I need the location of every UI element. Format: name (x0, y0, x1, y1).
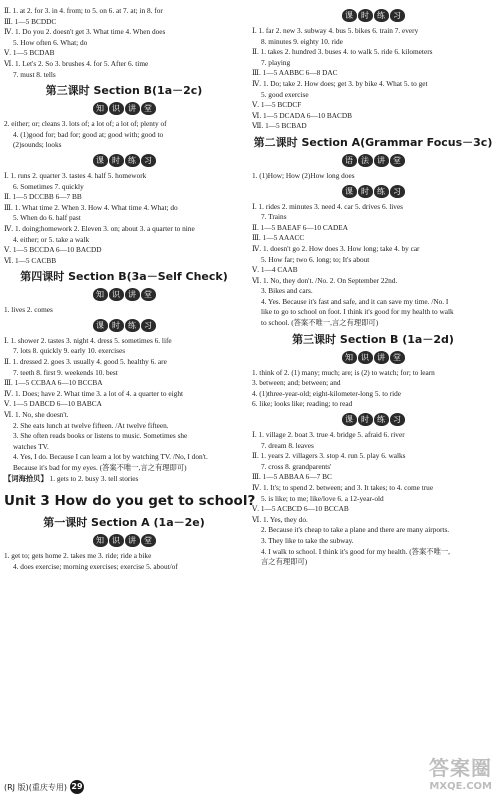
answer-line: 1. (1)How; How (2)How long does (252, 170, 355, 180)
answer-line: Ⅱ. 1. takes 2. hundred 3. buses 4. to walk 5. ride 6. kilometers (252, 47, 433, 57)
answer-line: 2. She eats lunch at twelve fifteen. /At twelve fifteen. (13, 420, 169, 430)
badge-character: 堂 (390, 351, 405, 364)
answer-line: 4. either; or 5. take a walk (13, 234, 90, 244)
answer-line: 4. I walk to school. I think it's good for my health. (答案不唯一, (261, 546, 450, 556)
answer-line: 4. (1)good for; bad for; good at; good with; good to (13, 129, 164, 139)
badge-character: 课 (342, 9, 357, 22)
answer-line: Ⅱ. 1. dressed 2. goes 3. usually 4. good 5. healthy 6. are (4, 357, 167, 367)
badge-character: 知 (93, 102, 108, 115)
badge-character: 课 (93, 154, 108, 167)
answer-line: 5. How often 6. What; do (13, 37, 88, 47)
answer-line: 5. How far; two 6. long; to; It's about (261, 254, 370, 264)
vocabulary-note-tag: 【词海拾贝】 (4, 473, 48, 483)
answer-line: Ⅵ. 1. Let's 2. So 3. brushes 4. for 5. After 6. time (4, 58, 149, 68)
answer-line: Ⅴ. 1—5 BCDCF (252, 100, 302, 110)
answer-line: 5. is like; to me; like/love 6. a 12-year-old (261, 493, 384, 503)
answer-line: Ⅱ. 1. at 2. for 3. in 4. from; to 5. on 6. at 7. at; in 8. for (4, 6, 163, 15)
answer-line: 5. When do 6. half past (13, 213, 81, 223)
grammar-badges (252, 154, 494, 167)
answer-line: Ⅴ. 1—5 DABCD 6—10 BABCA (4, 399, 102, 409)
badge-character: 讲 (374, 351, 389, 364)
answer-line: Ⅶ. 1—5 BCBAD (252, 121, 307, 131)
badge-character: 堂 (141, 102, 156, 115)
badge-character: 语 (342, 154, 357, 167)
answer-line: 7. must 8. tells (13, 69, 56, 79)
badge-character: 课 (93, 319, 108, 332)
badge-character: 识 (109, 288, 124, 301)
right-column (252, 6, 494, 568)
answer-line: 6. Sometimes 7. quickly (13, 181, 84, 191)
answer-line: Ⅱ. 1—5 DCCBB 6—7 BB (4, 192, 82, 202)
watermark-url: MXQE.COM (429, 781, 492, 792)
answer-line: Ⅲ. 1. What time 2. When 3. How 4. What time 4. What; do (4, 202, 178, 212)
badge-character: 知 (342, 351, 357, 364)
edition-label: (RJ 版)(重庆专用) (4, 782, 67, 792)
answer-line: Ⅳ. 1. It's; to spend 2. between; and 3. It takes; to 4. come true (252, 483, 434, 492)
badge-character: 堂 (390, 154, 405, 167)
answer-line: 1. think of 2. (1) many; much; are; is (2) to watch; for; to learn (252, 367, 435, 377)
answer-line: 3. She often reads books or listens to music. Sometimes she (13, 431, 188, 441)
answer-line: 1. get to; gets home 2. takes me 3. ride; ride a bike (4, 551, 152, 561)
badge-character: 时 (358, 413, 373, 426)
answer-line: to school. (答案不唯一,言之有理即可) (261, 318, 379, 328)
section-heading: 第四课时 Section B(3a－Self Check) (20, 270, 228, 284)
badge-character: 练 (374, 9, 389, 22)
watermark-logo (429, 752, 492, 792)
section-heading: 第二课时 Section A(Grammar Focus－3c) (253, 135, 493, 149)
answer-line: 4. Yes, I do. Because I can learn a lot by watching TV. /No, I don't. (13, 452, 208, 462)
practice-badges (4, 154, 244, 167)
page-number: 29 (70, 780, 84, 794)
answer-line: Ⅳ. 1. Do; take 2. How does; get 3. by bike 4. What 5. to get (252, 78, 428, 88)
answer-line: Ⅳ. 1. Does; have 2. What time 3. a lot of 4. a quarter to eight (4, 388, 183, 398)
badge-character: 知 (93, 288, 108, 301)
answer-line: 3. Bikes and cars. (261, 286, 313, 296)
badge-character: 练 (374, 185, 389, 198)
knowledge-answers (4, 551, 244, 572)
answer-line: like to go to school on foot. I think it's good for my health to walk (261, 307, 454, 317)
answer-line: 3. They like to take the subway. (261, 535, 354, 545)
answer-line: Ⅵ. 1—5 DCADA 6—10 BACDB (252, 110, 352, 120)
answer-line: Ⅲ. 1—5 AAACC (252, 233, 305, 243)
badge-character: 讲 (125, 534, 140, 547)
answer-line: Ⅱ. 1. years 2. villagers 3. stop 4. run 5. play 6. walks (252, 451, 406, 461)
practice-answers (252, 430, 494, 568)
knowledge-badges (4, 288, 244, 301)
practice-answers (4, 171, 244, 266)
answer-line: Ⅲ. 1—5 BCDDC (4, 16, 57, 26)
knowledge-answers (4, 119, 244, 151)
answer-line: Ⅵ. 1. No, she doesn't. (4, 410, 69, 420)
answer-line: 8. minutes 9. eighty 10. ride (261, 36, 343, 46)
badge-character: 习 (141, 319, 156, 332)
badge-character: 识 (109, 534, 124, 547)
badge-character: 时 (109, 154, 124, 167)
knowledge-answers (4, 305, 244, 316)
badge-character: 习 (390, 185, 405, 198)
answer-line: 7. Trains (261, 212, 287, 222)
answer-line: (2)sounds; looks (13, 140, 62, 150)
practice-badges (4, 319, 244, 332)
badge-character: 习 (141, 154, 156, 167)
answer-line: Ⅴ. 1—4 CAAB (252, 265, 298, 275)
answer-line: 4. does exercise; morning exercises; exercise 5. about/of (13, 561, 178, 571)
badge-character: 习 (390, 413, 405, 426)
answer-line: 7. lots 8. quickly 9. early 10. exercises (13, 346, 126, 356)
badge-character: 识 (109, 102, 124, 115)
answer-line: Ⅳ. 1. doesn't go 2. How does 3. How long; take 4. by car (252, 243, 420, 253)
answer-line: Ⅳ. 1. doing;homework 2. Eleven 3. on; about 3. a quarter to nine (4, 223, 195, 233)
answer-line: Ⅲ. 1—5 CCBAA 6—10 BCCBA (4, 378, 103, 388)
answer-line: Ⅲ. 1—5 AABBC 6—8 DAC (252, 68, 338, 78)
answer-line: Ⅰ. 1. runs 2. quarter 3. tastes 4. half 5. homework (4, 170, 147, 180)
badge-character: 识 (358, 351, 373, 364)
vocabulary-note (4, 474, 244, 485)
practice-answers (4, 336, 244, 474)
answer-line: Ⅴ. 1—5 ACBCD 6—10 BCCAB (252, 504, 349, 514)
practice-badges (252, 185, 494, 198)
answer-line: 6. like; looks like; reading; to read (252, 399, 353, 409)
answer-line: 3. between; and; between; and (252, 378, 341, 388)
knowledge-badges (4, 102, 244, 115)
answer-line: Ⅵ. 1—5 CACBB (4, 255, 57, 265)
answer-line: 7. teeth 8. first 9. weekends 10. best (13, 367, 118, 377)
unit-title: Unit 3 How do you get to school? (4, 493, 256, 510)
answer-line: 言之有理即可) (261, 557, 308, 567)
answer-line: 5. good exercise (261, 89, 309, 99)
answer-line: Ⅲ. 1—5 ABBAA 6—7 BC (252, 472, 332, 482)
watermark-text: 答案圈 (429, 756, 492, 780)
badge-character: 习 (390, 9, 405, 22)
practice-answers (252, 26, 494, 132)
badge-character: 堂 (141, 534, 156, 547)
section-heading: 第一课时 Section A (1a－2e) (43, 516, 205, 530)
badge-character: 堂 (141, 288, 156, 301)
vocabulary-note-text: 1. gets to 2. busy 3. tell stories (49, 473, 139, 483)
badge-character: 讲 (125, 288, 140, 301)
answer-line: 4. Yes. Because it's fast and safe, and it can save my time. /No. I (261, 296, 449, 306)
answer-line: 7. cross 8. grandparents' (261, 461, 332, 471)
badge-character: 时 (358, 185, 373, 198)
answer-line: 2. either; or; cleans 3. lots of; a lot of; a lot of; plenty of (4, 119, 167, 129)
section-heading: 第三课时 Section B(1a－2c) (45, 84, 203, 98)
answer-line: Ⅵ. 1. Yes, they do. (252, 514, 308, 524)
practice-badges (252, 9, 494, 22)
badge-character: 时 (109, 319, 124, 332)
grammar-answers (252, 171, 494, 182)
left-column (4, 6, 256, 572)
answer-line: Ⅱ. 1—5 BAEAF 6—10 CADEA (252, 222, 348, 232)
answer-line: watches TV. (13, 441, 49, 451)
badge-character: 练 (374, 413, 389, 426)
answer-line: 7. playing (261, 57, 291, 67)
answer-line: 4. (1)three-year-old; eight-kilometer-long 5. to ride (252, 388, 402, 398)
answer-line: Ⅰ. 1. rides 2. minutes 3. need 4. car 5. drives 6. lives (252, 201, 404, 211)
answer-line: Ⅵ. 1. No, they don't. /No. 2. On September 22nd. (252, 275, 398, 285)
practice-answers (252, 202, 494, 329)
page-footer (4, 780, 84, 794)
badge-character: 法 (358, 154, 373, 167)
badge-character: 讲 (374, 154, 389, 167)
badge-character: 时 (358, 9, 373, 22)
answer-line: Ⅰ. 1. shower 2. tastes 3. night 4. dress 5. sometimes 6. life (4, 335, 172, 345)
answer-line: Because it's bad for my eyes. (答案不唯一,言之有理即可) (13, 463, 187, 472)
answer-line: Ⅴ. 1—5 BCDAB (4, 48, 55, 58)
badge-character: 讲 (125, 102, 140, 115)
section-heading: 第三课时 Section B (1a－2d) (292, 332, 454, 346)
badge-character: 课 (342, 413, 357, 426)
answer-line: Ⅰ. 1. far 2. new 3. subway 4. bus 5. bikes 6. train 7. every (252, 26, 419, 35)
badge-character: 练 (125, 154, 140, 167)
answer-line: Ⅰ. 1. village 2. boat 3. true 4. bridge 5. afraid 6. river (252, 430, 405, 440)
badge-character: 知 (93, 534, 108, 547)
knowledge-answers (252, 368, 494, 410)
badge-character: 课 (342, 185, 357, 198)
badge-character: 练 (125, 319, 140, 332)
knowledge-badges (252, 351, 494, 364)
practice-badges (252, 413, 494, 426)
answer-line: 7. dream 8. leaves (261, 440, 314, 450)
answer-line: Ⅴ. 1—5 BCCDA 6—10 BACDD (4, 245, 102, 255)
continued-answers (4, 6, 244, 80)
answer-line: Ⅳ. 1. Do you 2. doesn't get 3. What time 4. When does (4, 27, 166, 37)
answer-line: 1. lives 2. comes (4, 305, 53, 315)
answer-line: 2. Because it's cheap to take a plane and there are many airports. (261, 525, 450, 535)
knowledge-badges (4, 534, 244, 547)
